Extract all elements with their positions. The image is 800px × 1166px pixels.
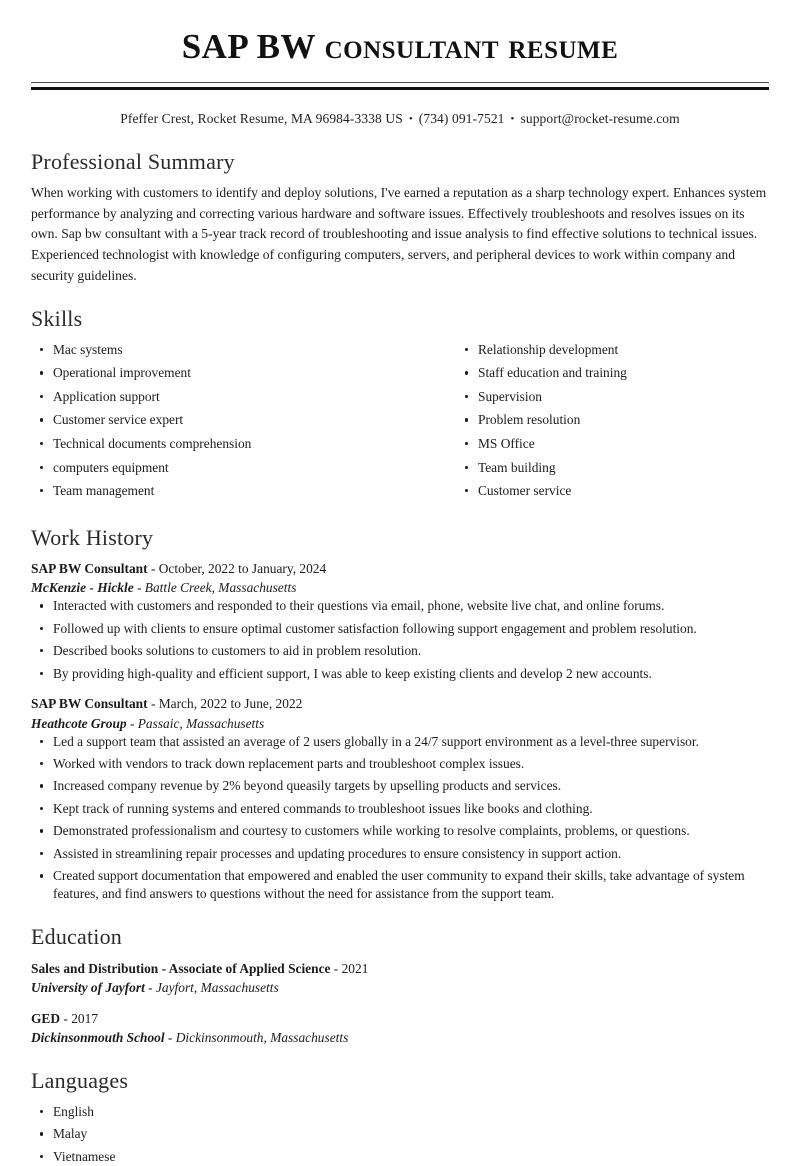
list-item: Described books solutions to customers to aid in problem resolution. [31,642,769,660]
page-title-main: SAP BW [181,27,325,66]
education-entry-subheader [31,1028,769,1047]
section-heading-work-history: Work History [31,524,154,550]
skills-columns [31,341,769,506]
company-separator: - [126,715,138,731]
list-item: Assisted in streamlining repair processes and updating procedures to ensure consistency in support action. [31,845,769,863]
section-languages [31,1067,769,1165]
section-heading-education: Education [31,924,122,950]
education-separator: - [330,960,342,976]
page-title [31,0,769,67]
divider-line-thick [31,87,769,90]
list-item: Staff education and training [456,364,769,382]
header-divider [31,82,769,90]
list-item: Increased company revenue by 2% beyond queasily targets by upselling products and services. [31,777,769,795]
list-item: Vietnamese [31,1148,769,1166]
education-entry-subheader [31,978,769,997]
education-entry-header [31,959,769,978]
list-item: By providing high-quality and efficient support, I was able to keep existing clients and develop 2 new accounts. [31,665,769,683]
job-dates: March, 2022 to June, 2022 [158,696,303,712]
list-item: Operational improvement [31,364,400,382]
job-location: Passaic, Massachusetts [137,715,265,731]
contact-line [31,111,769,127]
education-degree: Sales and Distribution - Associate of Applied Science [31,960,331,976]
skills-list-left [31,341,400,500]
list-item: Mac systems [31,341,400,359]
list-item: Application support [31,388,400,406]
skills-column-left [31,341,400,506]
list-item: MS Office [456,435,769,453]
list-item: Kept track of running systems and entered commands to troubleshoot issues like books and clothing. [31,800,769,818]
education-year: 2021 [341,960,369,976]
resume-header [31,0,769,127]
list-item: Followed up with clients to ensure optimal customer satisfaction following support engagement and problem resolution. [31,620,769,638]
company-name: McKenzie - Hickle [31,580,134,596]
list-item: Led a support team that assisted an average of 2 users globally in a 24/7 support environment as a level-three supervisor. [31,733,769,751]
work-entry [31,694,769,903]
professional-summary-text: When working with customers to identify and deploy solutions, I've earned a reputation as a sharp technology expert. Enhances system performance by analyzing and correcting various hardware and software issues. Effectively troubleshoots and resolves issues on its own. Sap bw consultant with a 5-year track record of troubleshooting and issue analysis to find effective solutions to technical issues. Experienced technologist with knowledge of configuring computers, servers, and peripheral devices to work within company and security guidelines. [31,185,767,283]
contact-email[interactable]: support@rocket-resume.com [520,110,680,126]
school-location: Jayfort, Massachusetts [155,980,279,996]
section-heading-languages: Languages [31,1068,129,1094]
list-item: computers equipment [31,459,400,477]
education-year: 2017 [71,1010,98,1026]
work-entry [31,559,769,682]
list-item: Customer service expert [31,411,400,429]
list-item: Supervision [456,388,769,406]
skills-column-right [400,341,769,506]
education-entry-header [31,1009,769,1028]
job-separator: - [147,561,159,577]
company-separator: - [133,580,145,596]
list-item: Technical documents comprehension [31,435,400,453]
list-item: Relationship development [456,341,769,359]
section-heading-skills: Skills [31,306,83,332]
list-item: Problem resolution [456,411,769,429]
page-title-smallcaps: consultant resume [324,27,619,66]
section-skills [31,305,769,505]
work-entry-header [31,559,769,578]
school-separator: - [164,1029,176,1045]
education-entry [31,959,769,998]
job-dates: October, 2022 to January, 2024 [158,561,327,577]
education-separator: - [60,1010,72,1026]
school-separator: - [144,980,156,996]
list-item: Malay [31,1125,769,1143]
school-name: Dickinsonmouth School [31,1029,165,1045]
education-entry [31,1009,769,1048]
section-work-history [31,524,769,904]
education-degree: GED [31,1010,61,1026]
list-item: Team building [456,459,769,477]
job-bullet-list [31,733,769,904]
list-item: Worked with vendors to track down replacement parts and troubleshoot complex issues. [31,755,769,773]
job-location: Battle Creek, Massachusetts [144,580,297,596]
list-item: Created support documentation that empowered and enabled the user community to expand their skills, take advantage of system features, and find answers to questions without the need for assistance from the support team. [31,867,769,903]
job-bullet-list [31,597,769,682]
contact-separator-2: • [510,112,515,125]
list-item: English [31,1103,769,1121]
list-item: Customer service [456,482,769,500]
work-entry-header [31,694,769,713]
contact-phone[interactable]: (734) 091-7521 [418,110,505,126]
list-item: Demonstrated professionalism and courtesy to customers while working to resolve complaints, problems, or questions. [31,822,769,840]
school-name: University of Jayfort [31,980,145,996]
list-item: Team management [31,482,400,500]
job-title: SAP BW Consultant [31,561,148,577]
section-heading-summary: Professional Summary [31,148,235,174]
skills-list-right [456,341,769,500]
work-entry-subheader [31,714,769,733]
company-name: Heathcote Group [31,715,127,731]
section-education [31,923,769,1047]
contact-address: Pfeffer Crest, Rocket Resume, MA 96984-3338 US [120,110,403,126]
contact-separator-1: • [408,112,413,125]
job-separator: - [147,696,159,712]
job-title: SAP BW Consultant [31,696,148,712]
section-professional-summary [31,148,769,287]
school-location: Dickinsonmouth, Massachusetts [175,1029,349,1045]
languages-list [31,1103,769,1166]
work-entry-subheader [31,578,769,597]
list-item: Interacted with customers and responded to their questions via email, phone, website live chat, and online forums. [31,597,769,615]
